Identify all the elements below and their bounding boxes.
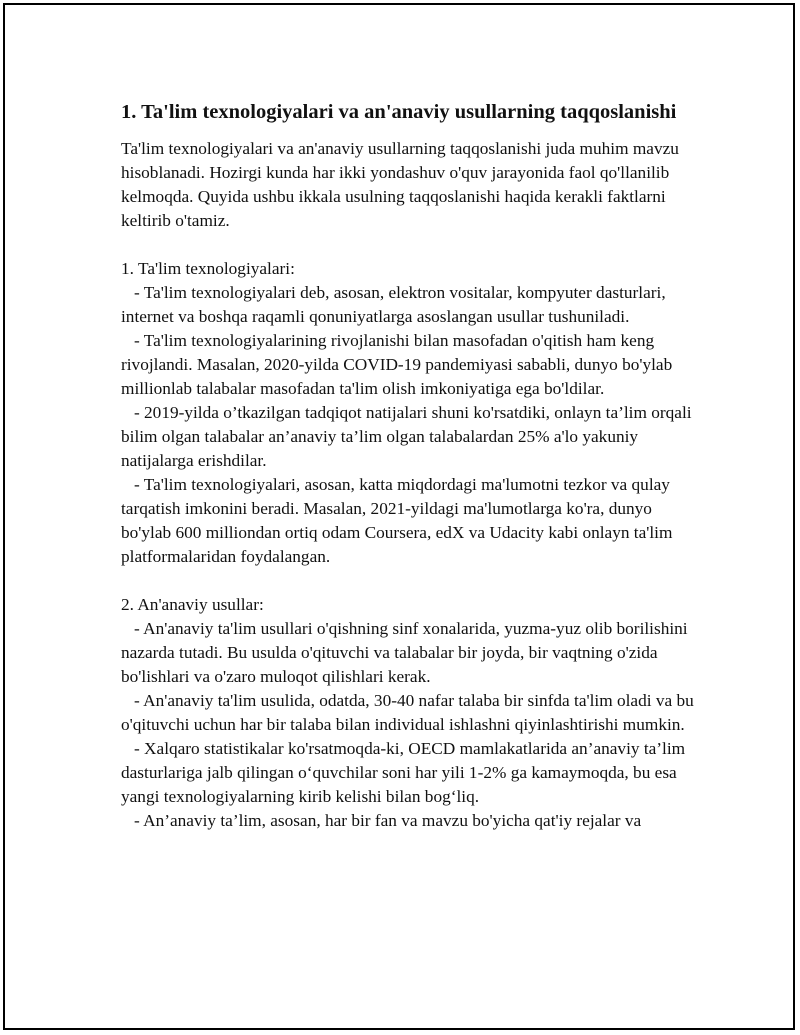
list-item: - An'anaviy ta'lim usulida, odatda, 30-40 nafar talaba bir sinfda ta'lim oladi va bu o'qituvchi uchun har bir talaba bilan individual ishlashni qiyinlashtirishi mumkin. bbox=[121, 691, 699, 734]
list-item: - Ta'lim texnologiyalarining rivojlanishi bilan masofadan o'qitish ham keng rivojlandi. Masalan, 2020-yilda COVID-19 pandemiyasi sababli, dunyo bo'ylab millionlab talabalar masofadan ta'lim olish imkoniyatiga ega bo'ldilar. bbox=[121, 331, 677, 398]
subsection-title-technologies: 1. Ta'lim texnologiyalari: bbox=[121, 259, 295, 278]
document-body bbox=[121, 98, 701, 833]
list-item: - An'anaviy ta'lim usullari o'qishning sinf xonalarida, yuzma-yuz olib borilishini nazarda tutadi. Bu usulda o'qituvchi va talabalar bir joyda, bir vaqtning o'zida bo'lishlari va o'zaro muloqot qilishlari kerak. bbox=[121, 619, 692, 686]
list-item: - Ta'lim texnologiyalari, asosan, katta miqdordagi ma'lumotni tezkor va qulay tarqatish imkonini beradi. Masalan, 2021-yildagi ma'lumotlarga ko'ra, dunyo bo'ylab 600 milliondan ortiq odam Coursera, edX va Udacity kabi onlayn ta'lim platformalaridan foydalangan. bbox=[121, 475, 677, 566]
spacer bbox=[121, 569, 701, 593]
list-item: - Xalqaro statistikalar ko'rsatmoqda-ki, OECD mamlakatlarida an’anaviy ta’lim dasturlariga jalb qilingan o‘quvchilar soni har yili 1-2% ga kamaymoqda, bu esa yangi texnologiyalarning kirib kelishi bilan bog‘liq. bbox=[121, 739, 690, 806]
list-item: - Ta'lim texnologiyalari deb, asosan, elektron vositalar, kompyuter dasturlari, internet va boshqa raqamli qonuniyatlarga asoslangan usullar tushuniladi. bbox=[121, 283, 670, 326]
document-page bbox=[3, 3, 795, 1030]
section-heading: 1. Ta'lim texnologiyalari va an'anaviy usullarning taqqoslanishi bbox=[121, 101, 677, 123]
list-item: - An’anaviy ta’lim, asosan, har bir fan va mavzu bo'yicha qat'iy rejalar va bbox=[121, 811, 642, 830]
list-item: - 2019-yilda o’tkazilgan tadqiqot natijalari shuni ko'rsatdiki, onlayn ta’lim orqali bilim olgan talabalar an’anaviy ta’lim olgan talabalardan 25% a'lo yakuniy natijalarga erishdilar. bbox=[121, 403, 696, 470]
subsection-title-traditional: 2. An'anaviy usullar: bbox=[121, 595, 264, 614]
intro-paragraph: Ta'lim texnologiyalari va an'anaviy usullarning taqqoslanishi juda muhim mavzu hisoblanadi. Hozirgi kunda har ikki yondashuv o'quv jarayonida faol qo'llanilib kelmoqda. Quyida ushbu ikkala usulning taqqoslanishi haqida kerakli faktlarni keltirib o'tamiz. bbox=[121, 139, 679, 230]
spacer bbox=[121, 233, 701, 257]
